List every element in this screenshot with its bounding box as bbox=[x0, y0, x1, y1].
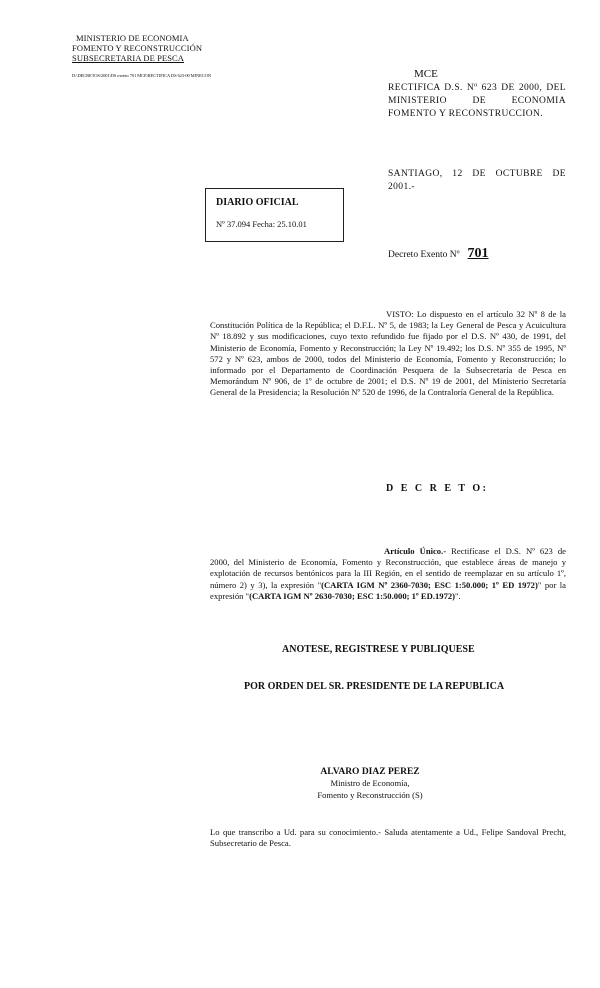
ministry-header bbox=[72, 33, 222, 63]
decreto-heading: D E C R E T O: bbox=[386, 483, 489, 494]
articulo-text-3: ". bbox=[455, 590, 461, 601]
anotese-line: ANOTESE, REGISTRESE Y PUBLIQUESE bbox=[282, 644, 475, 655]
decree-number: 701 bbox=[467, 246, 489, 261]
articulo-text-2: " por la expresión " bbox=[210, 579, 566, 601]
signer-title-2: Fomento y Reconstrucción (S) bbox=[317, 790, 423, 800]
mce-initials: MCE bbox=[414, 68, 438, 80]
signature-block bbox=[290, 767, 450, 801]
por-orden-line: POR ORDEN DEL SR. PRESIDENTE DE LA REPUBLICA bbox=[244, 681, 505, 692]
visto-paragraph bbox=[210, 309, 566, 399]
signer-title-1: Ministro de Economía, bbox=[330, 778, 410, 788]
ministry-line-2: FOMENTO Y RECONSTRUCCIÓN bbox=[72, 43, 203, 53]
decree-label: Decreto Exento Nº bbox=[388, 250, 460, 260]
articulo-carta-old: (CARTA IGM Nº 2360-7030; ESC 1:50.000; 1º ED 1972) bbox=[321, 579, 538, 590]
ministry-line-3: SUBSECRETARIA DE PESCA bbox=[72, 53, 185, 63]
articulo-title: Artículo Único.- bbox=[384, 546, 447, 556]
articulo-text-1: Rectifícase el D.S. Nº 623 de 2000, del Ministerio de Economía, Fomento y Reconstrucción, que establece áreas de manejo y explotación de recursos bentónicos para la III Región, en el sentido de reemplazar en su artículo 1º, número 2) y 3), la expresión " bbox=[210, 546, 566, 590]
signer-name: ALVARO DIAZ PEREZ bbox=[320, 767, 420, 777]
diario-oficial-box bbox=[205, 188, 344, 242]
diario-oficial-number: Nº 37.094 Fecha: 25.10.01 bbox=[216, 219, 307, 229]
place-date: SANTIAGO, 12 DE OCTUBRE DE 2001.- bbox=[388, 169, 566, 192]
articulo-carta-new: (CARTA IGM Nº 2630-7030; ESC 1:50.000; 1º ED.1972) bbox=[249, 590, 456, 601]
closing-paragraph: Lo que transcribo a Ud. para su conocimiento.- Saluda atentamente a Ud., Felipe Sandoval Precht, Subsecretario de Pesca. bbox=[210, 827, 566, 849]
visto-text: VISTO: Lo dispuesto en el artículo 32 Nº 8 de la Constitución Política de la República; el D.F.L. Nº 5, de 1983; la Ley General de Pesca y Acuicultura Nº 18.892 y sus modificaciones, cuyo texto refundido fue fijado por el D.S. Nº 430, de 1991, del Ministerio de Economía, Fomento y Reconstrucción; la Ley Nº 19.492; los D.S. Nº 355 de 1995, Nº 572 y Nº 623, ambos de 2000, todos del Ministerio de Economía, Fomento y Reconstrucción; lo informado por el Departamento de Coordinación Pesquera de la Subsecretaría de Pesca en Memorándum Nº 906, de 1º de octubre de 2001; el D.S. Nº 19 de 2001, del Ministerio Secretaría General de la Presidencia; la Resolución Nº 520 de 1996, de la Contraloría General de la República. bbox=[210, 309, 566, 398]
ministry-line-1: MINISTERIO DE ECONOMIA bbox=[76, 33, 189, 43]
reference-text: RECTIFICA D.S. Nº 623 DE 2000, DEL MINISTERIO DE ECONOMIA FOMENTO Y RECONSTRUCCION. bbox=[388, 83, 566, 119]
diario-oficial-title: DIARIO OFICIAL bbox=[216, 197, 299, 208]
file-path: D:\DECRETOS\2001\DS exento 701 MCE\RECTIFICA DS 623-00 MINECON bbox=[72, 73, 211, 78]
articulo-unico bbox=[210, 546, 566, 602]
decree-number-line bbox=[388, 244, 489, 262]
